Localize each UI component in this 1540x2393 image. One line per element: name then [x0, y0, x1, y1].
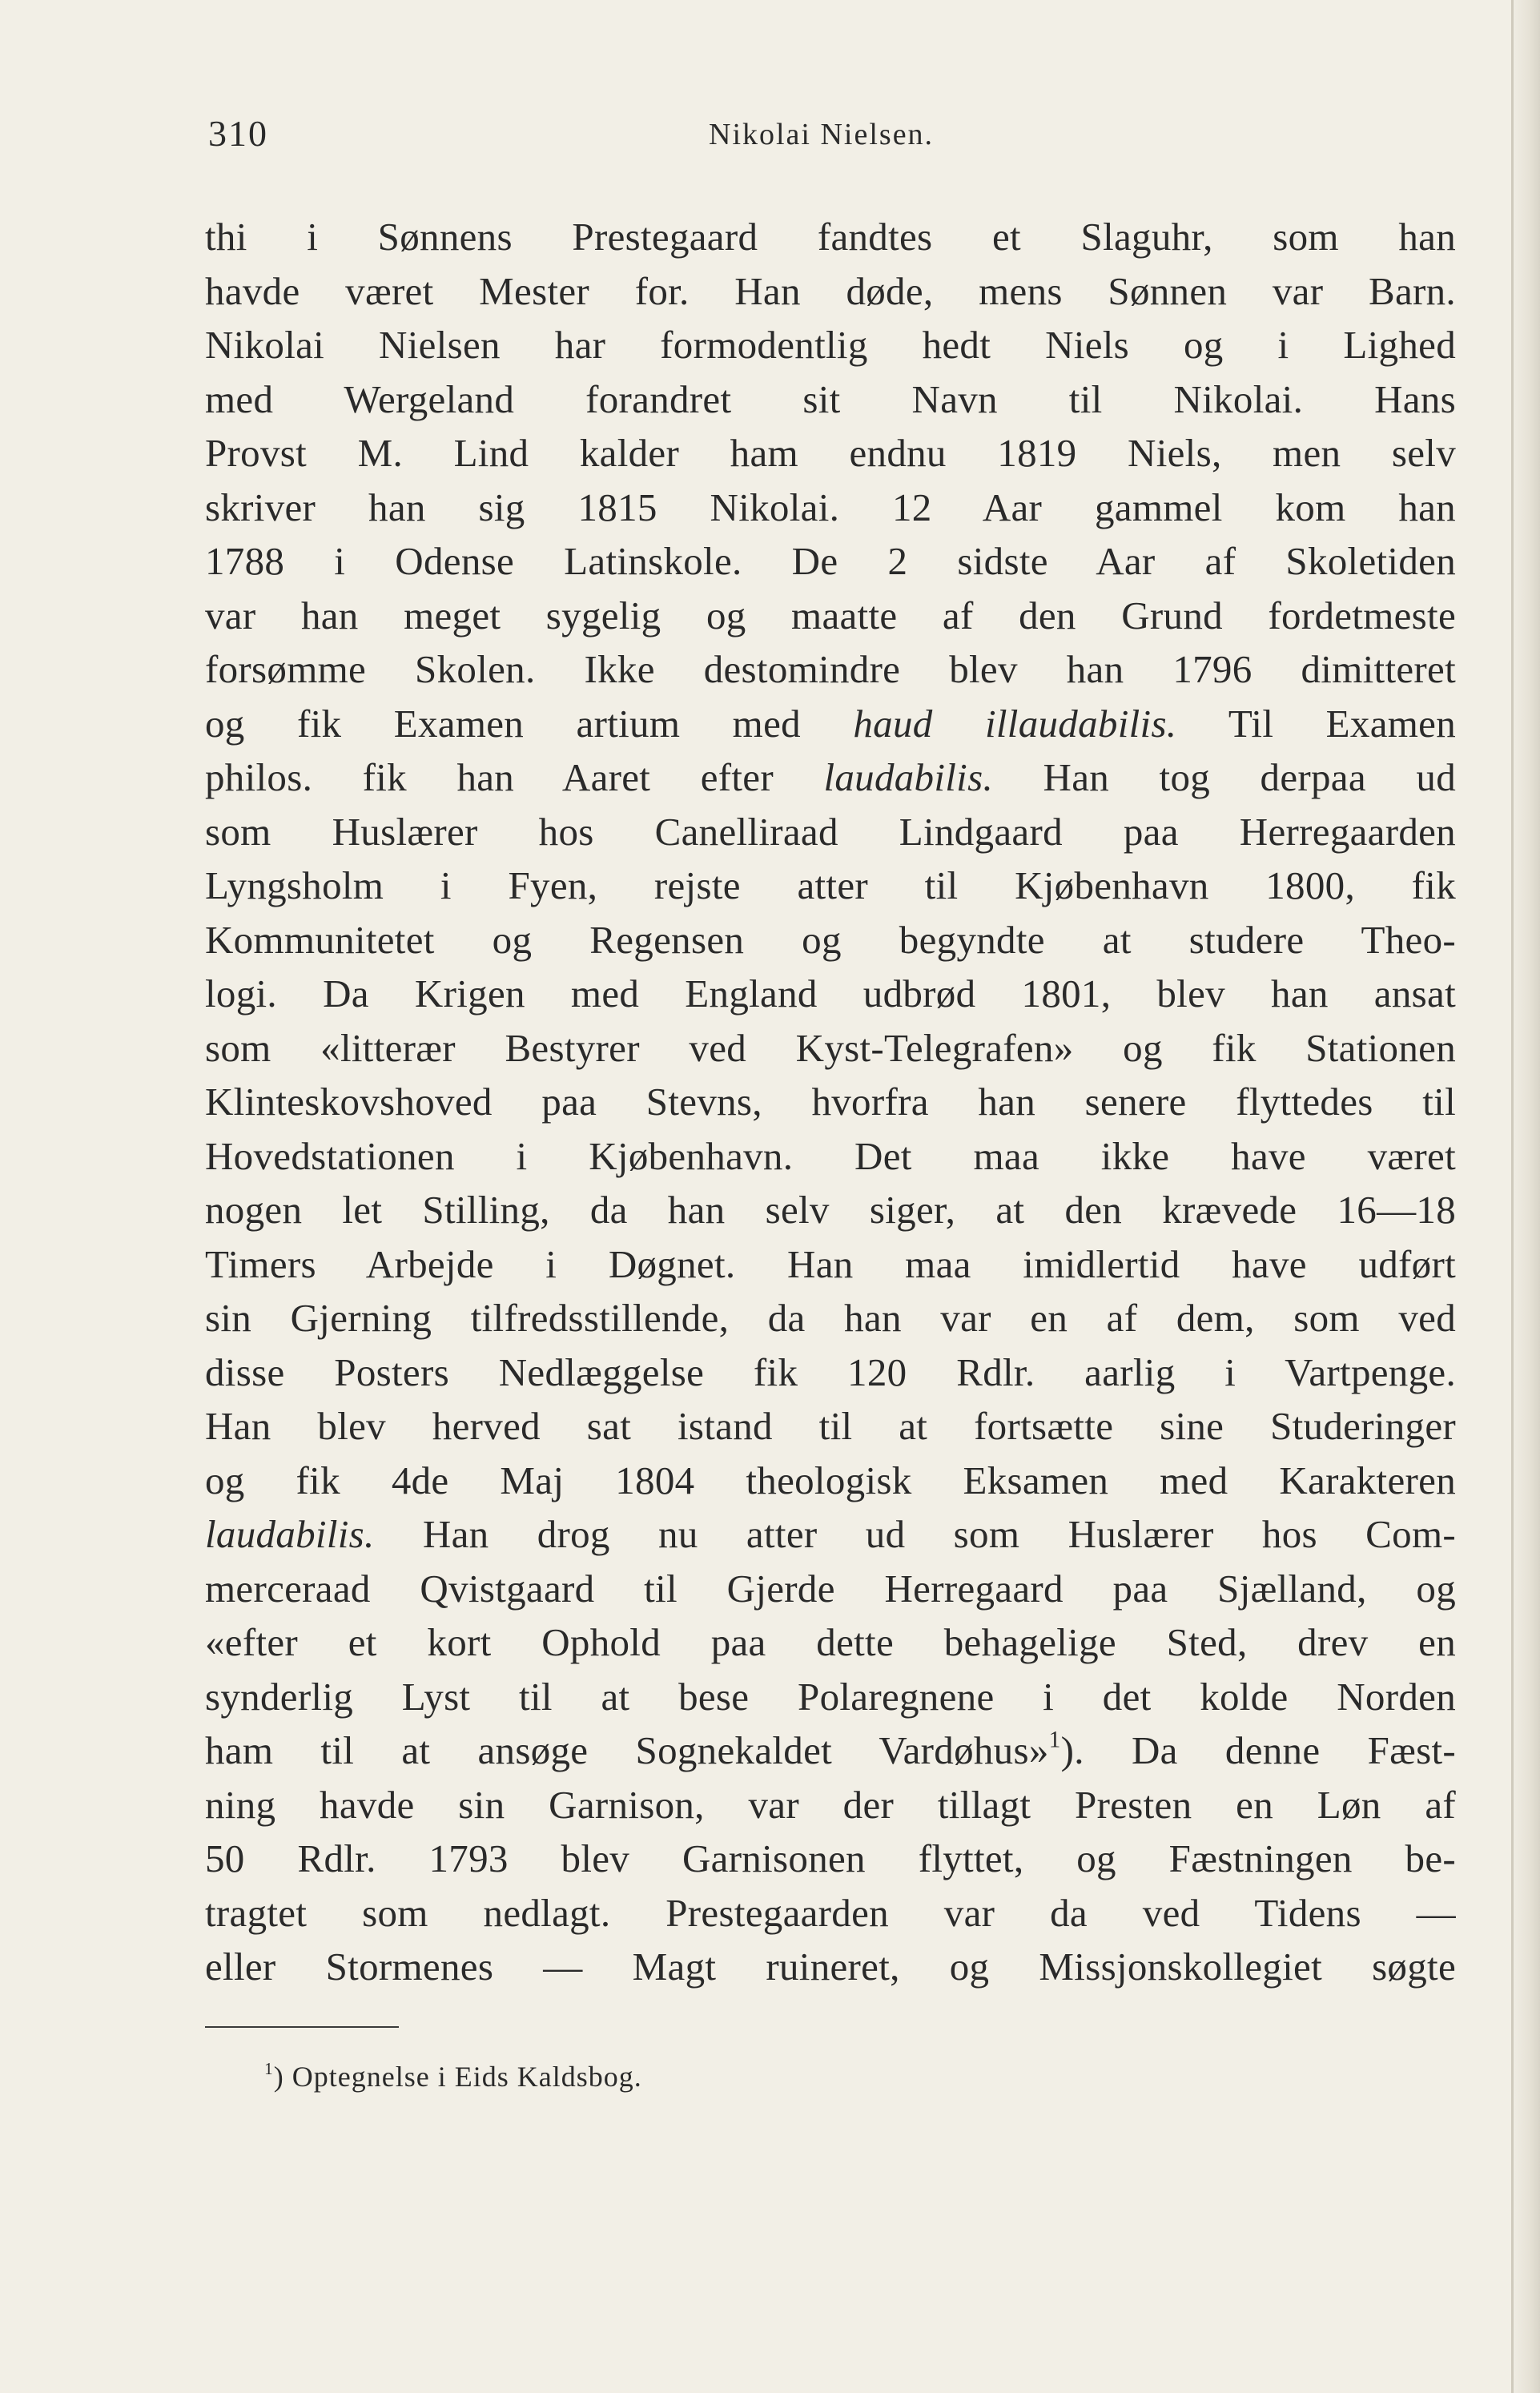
footnote-rule [205, 2026, 399, 2028]
text-line: var han meget sygelig og maatte af den Grund fordetmeste [205, 593, 1456, 637]
text-line: sin Gjerning tilfredsstillende, da han var en af dem, som ved [205, 1296, 1456, 1340]
footnote [264, 2060, 642, 2093]
text-line: thi i Sønnens Prestegaard fandtes et Slaguhr, som han [205, 215, 1456, 259]
running-head: Nikolai Nielsen. [709, 118, 935, 151]
footnote-ref: 1 [1048, 1727, 1061, 1753]
text-line: nogen let Stilling, da han selv siger, at den krævede 16—18 [205, 1188, 1456, 1232]
text-line: Nikolai Nielsen har formodentlig hedt Niels og i Lighed [205, 323, 1456, 367]
text-segment: Han drog nu atter ud som Huslærer hos Com- [374, 1512, 1456, 1556]
text-segment: philos. fik han Aaret efter [205, 755, 824, 799]
text-line: skriver han sig 1815 Nikolai. 12 Aar gammel kom han [205, 485, 1456, 529]
page-edge [1511, 0, 1540, 2393]
text-line: synderlig Lyst til at bese Polaregnene i det kolde Norden [205, 1674, 1456, 1719]
text-segment: Han tog derpaa ud [993, 755, 1456, 799]
footnote-text: ) Optegnelse i Eids Kaldsbog. [273, 2061, 642, 2093]
text-line: og fik 4de Maj 1804 theologisk Eksamen med Karakteren [205, 1458, 1456, 1502]
text-line: Timers Arbejde i Døgnet. Han maa imidlertid have udført [205, 1241, 1456, 1286]
text-line [205, 750, 1456, 805]
italic-text: haud illaudabilis. [853, 701, 1177, 746]
italic-text: laudabilis. [205, 1512, 375, 1556]
footnote-marker: 1 [264, 2058, 274, 2078]
text-line: merceraad Qvistgaard til Gjerde Herregaard paa Sjælland, og [205, 1566, 1456, 1611]
text-line: «efter et kort Ophold paa dette behagelige Sted, drev en [205, 1620, 1456, 1664]
text-line: 1788 i Odense Latinskole. De 2 sidste Aar af Skoletiden [205, 539, 1456, 583]
text-line: tragtet som nedlagt. Prestegaarden var da ved Tidens — [205, 1890, 1456, 1935]
text-line [205, 1723, 1456, 1778]
text-line: forsømme Skolen. Ikke destomindre blev han 1796 dimitteret [205, 647, 1456, 691]
text-line: Klinteskovshoved paa Stevns, hvorfra han senere flyttedes til [205, 1080, 1456, 1124]
text-segment: ). Da denne Fæst- [1060, 1728, 1456, 1772]
text-segment: ham til at ansøge Sognekaldet Vardøhus» [205, 1728, 1049, 1772]
text-line: med Wergeland forandret sit Navn til Nikolai. Hans [205, 376, 1456, 421]
text-line [205, 1507, 1456, 1562]
text-line: havde været Mester for. Han døde, mens Sønnen var Barn. [205, 268, 1456, 313]
text-line: logi. Da Krigen med England udbrød 1801, blev han ansat [205, 971, 1456, 1016]
page-header [208, 112, 1458, 168]
text-line: 50 Rdlr. 1793 blev Garnisonen flyttet, og Fæstningen be- [205, 1836, 1456, 1880]
page-number: 310 [208, 113, 268, 154]
text-line [205, 697, 1456, 751]
text-line: Han blev herved sat istand til at fortsætte sine Studeringer [205, 1404, 1456, 1448]
text-line: som «litterær Bestyrer ved Kyst-Telegrafen» og fik Stationen [205, 1025, 1456, 1070]
text-line: Kommunitetet og Regensen og begyndte at studere Theo- [205, 917, 1456, 962]
text-line: Hovedstationen i Kjøbenhavn. Det maa ikke have været [205, 1133, 1456, 1178]
text-line: ning havde sin Garnison, var der tillagt Presten en Løn af [205, 1782, 1456, 1827]
text-line: eller Stormenes — Magt ruineret, og Missjonskollegiet søgte [205, 1945, 1456, 1989]
text-segment: og fik Examen artium med [205, 701, 854, 746]
text-line: som Huslærer hos Canelliraad Lindgaard paa Herregaarden [205, 809, 1456, 854]
text-line: Provst M. Lind kalder ham endnu 1819 Niels, men selv [205, 431, 1456, 475]
text-segment: Til Examen [1176, 701, 1457, 746]
text-line: disse Posters Nedlæggelse fik 120 Rdlr. aarlig i Vartpenge. [205, 1349, 1456, 1394]
text-line: Lyngsholm i Fyen, rejste atter til Kjøbenhavn 1800, fik [205, 863, 1456, 907]
body-text [205, 210, 1456, 1994]
italic-text: laudabilis. [823, 755, 994, 799]
